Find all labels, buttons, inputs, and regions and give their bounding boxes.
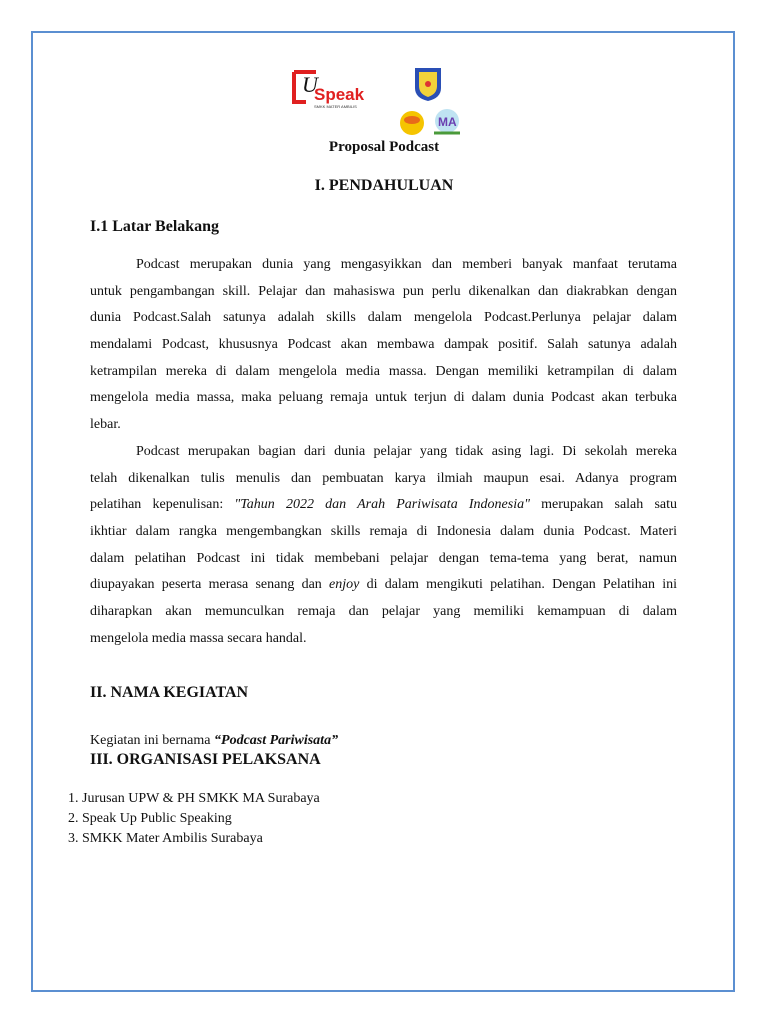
- paragraph-line: [90, 466, 677, 493]
- text-segment: mengelola media massa, maka peluang remaja untuk terjun di dalam dunia Podcast akan terbuka: [90, 390, 677, 406]
- list-item: 1. Jurusan UPW & PH SMKK MA Surabaya: [68, 791, 320, 806]
- text-segment: untuk pengambangan skill. Pelajar dan mahasiswa pun perlu dikenalkan dan diakrabkan dengan: [90, 283, 677, 299]
- svg-text:Speak: Speak: [314, 85, 365, 104]
- text-segment: lebar.: [90, 417, 121, 433]
- italic-text: enjoy: [329, 577, 360, 593]
- paragraph-line: [90, 546, 677, 573]
- text-segment: dunia Podcast.Salah satunya adalah skills dalam mengelola Podcast.Perlunya pelajar dalam: [90, 310, 677, 326]
- svg-text:SMKK MATER AMBILIS: SMKK MATER AMBILIS: [314, 104, 357, 109]
- section-heading-nama-kegiatan: II. NAMA KEGIATAN: [90, 684, 249, 701]
- text-segment: Podcast merupakan bagian dari dunia pelajar yang tidak asing lagi. Di sekolah mereka: [136, 444, 677, 459]
- paragraph-2: [90, 439, 677, 653]
- list-item: 2. Speak Up Public Speaking: [68, 811, 232, 826]
- text-segment: mendalami Podcast, khususnya Podcast akan membawa dampak positif. Salah satunya adalah: [90, 337, 677, 353]
- paragraph-line: [90, 332, 677, 359]
- list-item: 3. SMKK Mater Ambilis Surabaya: [68, 831, 263, 846]
- paragraph-line: [90, 599, 677, 626]
- text-segment: ikhtiar dalam rangka mengembangkan skills remaja di Indonesia dalam dunia Podcast. Materi: [90, 524, 677, 540]
- activity-name-text: [90, 733, 338, 749]
- section-heading-pendahuluan: I. PENDAHULUAN: [314, 177, 454, 194]
- text-segment: ketrampilan mereka di dalam mengelola media massa. Dengan memiliki ketrampilan di dalam: [90, 363, 677, 379]
- activity-name-prefix: Kegiatan ini bernama: [90, 733, 215, 748]
- text-segment: mengelola media massa secara handal.: [90, 630, 307, 646]
- paragraph-line: [90, 492, 677, 519]
- section-heading-organisasi: III. ORGANISASI PELAKSANA: [90, 751, 321, 768]
- globe-logo: [430, 107, 464, 137]
- school-crest-logo: [413, 66, 443, 102]
- paragraph-line: [90, 519, 677, 546]
- document-title: Proposal Podcast: [328, 139, 440, 155]
- organizer-name: SMKK Mater Ambilis Surabaya: [82, 831, 263, 846]
- paragraph-line: [90, 412, 677, 439]
- paragraph-line: [90, 385, 677, 412]
- yellow-badge-logo: [399, 110, 425, 136]
- uspeak-logo: [292, 68, 374, 110]
- organizer-name: Jurusan UPW & PH SMKK MA Surabaya: [82, 791, 320, 806]
- svg-text:MA: MA: [438, 115, 457, 129]
- text-segment: merupakan salah satu: [529, 497, 677, 513]
- paragraph-line: [90, 626, 677, 653]
- paragraph-line: [90, 252, 677, 279]
- paragraph-line: [90, 572, 677, 599]
- svg-text:U: U: [302, 72, 318, 97]
- text-segment: pelatihan kepenulisan:: [90, 497, 235, 513]
- text-segment: diharapkan akan memunculkan remaja dan pelajar yang memiliki kemampuan di dalam: [90, 604, 677, 620]
- activity-name: “Podcast Pariwisata”: [214, 733, 339, 748]
- text-segment: telah dikenalkan tulis menulis dan pembuatan karya ilmiah maupun esai. Adanya program: [90, 470, 677, 486]
- italic-text: "Tahun 2022 dan Arah Pariwisata Indonesia": [234, 497, 530, 513]
- paragraph-line: [90, 305, 677, 332]
- paragraph-line: [90, 279, 677, 306]
- organizer-list: [68, 789, 320, 849]
- paragraph-line: [90, 359, 677, 386]
- text-segment: Podcast merupakan dunia yang mengasyikkan dan memberi banyak manfaat terutama: [136, 257, 677, 272]
- text-segment: di dalam mengikuti pelatihan. Dengan Pelatihan ini: [359, 577, 678, 593]
- text-segment: diupayakan peserta merasa senang dan: [90, 577, 330, 593]
- paragraph-line: [90, 439, 677, 466]
- paragraph-1: [90, 252, 677, 439]
- text-segment: dalam pelatihan Podcast ini tidak membebani pelajar dengan tema-tema yang berat, namun: [90, 550, 677, 566]
- organizer-name: Speak Up Public Speaking: [82, 811, 232, 826]
- subsection-heading-latar-belakang: I.1 Latar Belakang: [90, 218, 220, 235]
